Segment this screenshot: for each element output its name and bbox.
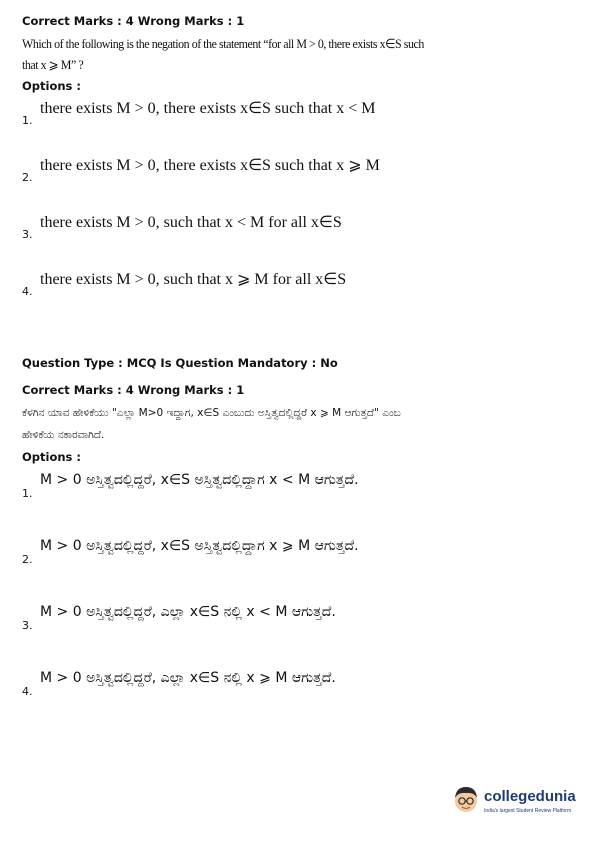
option-number: 1. xyxy=(22,114,33,127)
q2-marks: Correct Marks : 4 Wrong Marks : 1 xyxy=(22,383,245,397)
option-number: 3. xyxy=(22,619,33,632)
q1-question-line1: Which of the following is the negation of the statement “for all M > 0, there exists x∈S such xyxy=(22,36,424,51)
q1-option-1[interactable] xyxy=(22,94,577,151)
option-text: there exists M > 0, there exists x∈S such that x ⩾ M xyxy=(40,157,380,174)
option-text: M > 0 ಅಸ್ತಿತ್ವದಲ್ಲಿದ್ದರೆ, ಎಲ್ಲಾ x∈S ನಲ್ಲಿ x ⩾ M ಆಗುತ್ತದೆ. xyxy=(40,670,336,686)
section-gap xyxy=(22,322,577,356)
option-text: there exists M > 0, such that x < M for all x∈S xyxy=(40,214,342,231)
logo-name: collegedunia xyxy=(484,788,576,805)
option-number: 2. xyxy=(22,553,33,566)
q2-question-line2: ಹೇಳಿಕೆಯ ನಕಾರವಾಗಿದೆ. xyxy=(22,429,105,441)
q2-option-1[interactable] xyxy=(22,465,577,531)
q2-option-4[interactable] xyxy=(22,663,577,729)
q2-question xyxy=(22,402,577,446)
q1-question xyxy=(22,33,574,75)
option-number: 1. xyxy=(22,487,33,500)
q1-marks: Correct Marks : 4 Wrong Marks : 1 xyxy=(22,14,245,28)
q1-options-label: Options : xyxy=(22,79,81,93)
q1-option-2[interactable] xyxy=(22,151,577,208)
option-number: 3. xyxy=(22,228,33,241)
option-number: 4. xyxy=(22,285,33,298)
option-text: there exists M > 0, such that x ⩾ M for all x∈S xyxy=(40,271,347,288)
q2-question-type: Question Type : MCQ Is Question Mandatory : No xyxy=(22,356,338,370)
option-text: M > 0 ಅಸ್ತಿತ್ವದಲ್ಲಿದ್ದರೆ, x∈S ಅಸ್ತಿತ್ವದಲ್ಲಿದ್ದಾಗ x < M ಆಗುತ್ತದೆ. xyxy=(40,472,359,488)
student-face-icon xyxy=(452,784,480,816)
option-text: there exists M > 0, there exists x∈S such that x < M xyxy=(40,100,376,117)
q1-options-list xyxy=(22,94,577,322)
logo-tagline: India's largest Student Review Platform xyxy=(484,808,572,814)
q1-option-4[interactable] xyxy=(22,265,577,322)
q1-question-line2: that x ⩾ M” ? xyxy=(22,57,84,72)
q2-options-list xyxy=(22,465,577,729)
q2-options-label: Options : xyxy=(22,450,81,464)
q1-option-3[interactable] xyxy=(22,208,577,265)
option-number: 2. xyxy=(22,171,33,184)
q2-question-line1: ಕೆಳಗಿನ ಯಾವ ಹೇಳಿಕೆಯು "ಎಲ್ಲಾ M>0 ಇದ್ದಾಗ, x∈S ಎಂಬುದು ಅಸ್ತಿತ್ವದಲ್ಲಿದ್ದರೆ x ⩾ M ಆಗುತ್ತದೆ" ಎಂಬ xyxy=(22,407,401,419)
option-number: 4. xyxy=(22,685,33,698)
collegedunia-logo xyxy=(452,784,582,820)
option-text: M > 0 ಅಸ್ತಿತ್ವದಲ್ಲಿದ್ದರೆ, x∈S ಅಸ್ತಿತ್ವದಲ್ಲಿದ್ದಾಗ x ⩾ M ಆಗುತ್ತದೆ. xyxy=(40,538,359,554)
document-page xyxy=(22,14,577,729)
option-text: M > 0 ಅಸ್ತಿತ್ವದಲ್ಲಿದ್ದರೆ, ಎಲ್ಲಾ x∈S ನಲ್ಲಿ x < M ಆಗುತ್ತದೆ. xyxy=(40,604,336,620)
q2-option-2[interactable] xyxy=(22,531,577,597)
q2-option-3[interactable] xyxy=(22,597,577,663)
